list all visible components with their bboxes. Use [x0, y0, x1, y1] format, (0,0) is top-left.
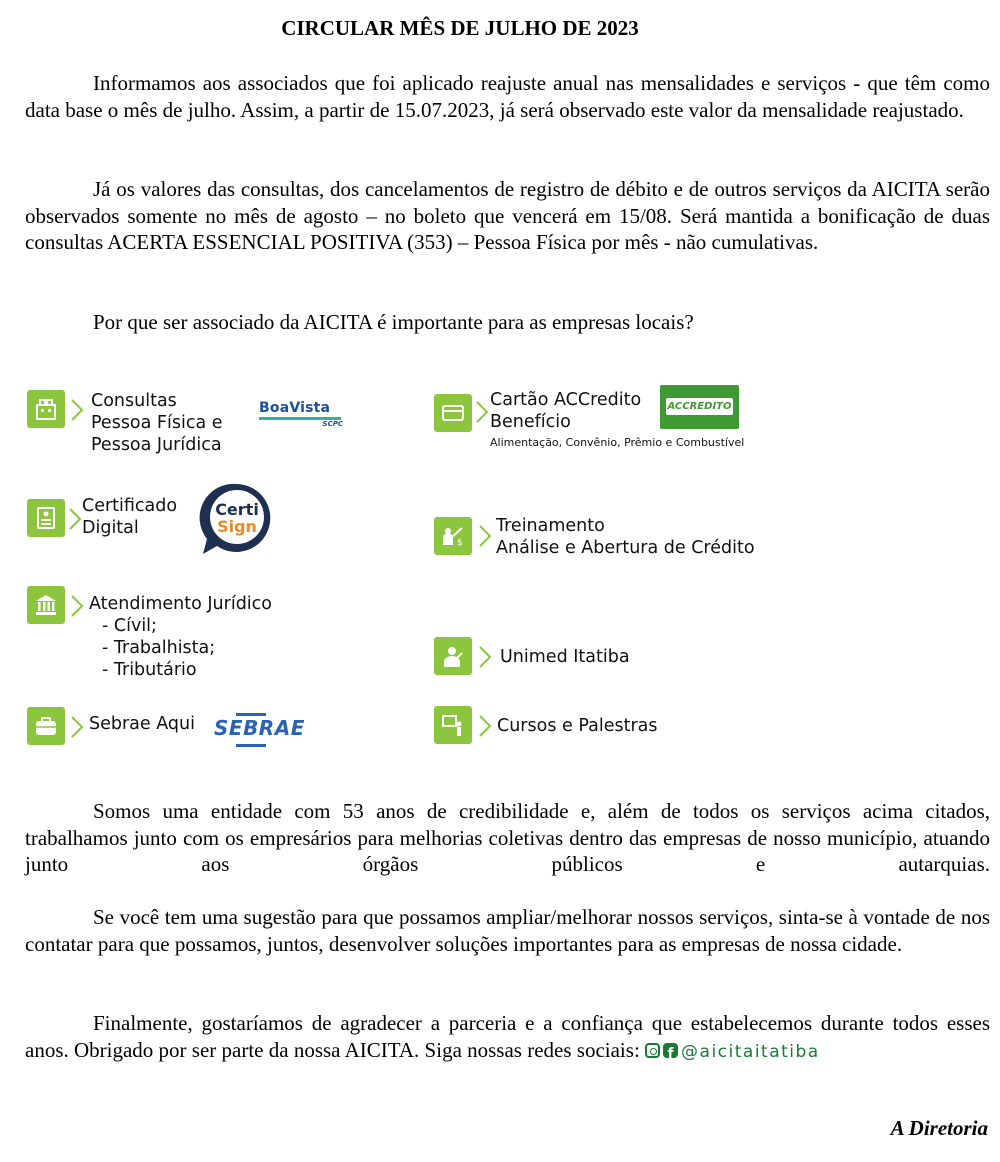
certisign-logo-line1: Certi: [215, 500, 259, 519]
service-unimed-title: Unimed Itatiba: [500, 647, 630, 667]
chevron-right-icon: [68, 507, 82, 531]
document-icon: [27, 499, 65, 537]
presentation-icon: [434, 706, 472, 744]
teacher-icon: [434, 517, 472, 555]
service-sebrae-title: Sebrae Aqui: [89, 714, 195, 734]
social-links[interactable]: [645, 1039, 820, 1066]
certisign-logo: [199, 481, 275, 557]
service-certificado-line2: Digital: [82, 518, 139, 538]
service-cartao-title: Cartão ACCredito: [490, 390, 642, 410]
social-handle[interactable]: @aicitaitatiba: [681, 1041, 820, 1062]
paragraph-consultas: Já os valores das consultas, dos cancelamentos de registro de débito e de outros serviços da AICITA serão observados somente no mês de agosto – no boleto que vencerá em 15/08. Será mantida a bonificação de duas consultas ACERTA ESSENCIAL POSITIVA (353) – Pessoa Física por mês - não cumulativas.: [25, 177, 990, 254]
paragraph-agradecimento-text: Finalmente, gostaríamos de agradecer a parceria e a confiança que estabelecemos durante todos esses anos. Obrigado por ser parte da nossa AICITA. Siga nossas redes sociais:: [25, 1011, 990, 1062]
paragraph-reajuste: Informamos aos associados que foi aplicado reajuste anual nas mensalidades e serviços - que têm como data base o mês de julho. Assim, a partir de 15.07.2023, já será observado este valor da mensalidade reajustado.: [25, 71, 990, 122]
boavista-logo: [259, 400, 343, 430]
service-juridico-trabalhista: - Trabalhista;: [102, 638, 216, 658]
chevron-right-icon: [475, 400, 489, 424]
service-cartao-sub: Alimentação, Convênio, Prêmio e Combustível: [490, 436, 745, 449]
service-juridico-tributario: - Tributário: [102, 660, 197, 680]
instagram-icon[interactable]: [645, 1043, 660, 1058]
paragraph-agradecimento: [25, 1010, 990, 1065]
service-consultas-line2: Pessoa Física e: [91, 413, 223, 433]
service-treinamento-line2: Análise e Abertura de Crédito: [496, 538, 755, 558]
service-cursos-title: Cursos e Palestras: [497, 716, 658, 736]
certisign-logo-line2: Sign: [217, 517, 257, 536]
document-title: CIRCULAR MÊS DE JULHO DE 2023: [281, 16, 639, 40]
paragraph-sugestao: Se você tem uma sugestão para que possamos ampliar/melhorar nossos serviços, sinta-se à vontade de nos contatar para que possamos, juntos, desenvolver soluções importantes para as empresas de nossa cidade.: [25, 905, 990, 956]
signature: A Diretoria: [890, 1116, 988, 1140]
paragraph-question: Por que ser associado da AICITA é importante para as empresas locais?: [93, 310, 694, 334]
chevron-right-icon: [70, 715, 84, 739]
paragraph-credibilidade: Somos uma entidade com 53 anos de credibilidade e, além de todos os serviços acima citados, trabalhamos junto com os empresários para melhorias coletivas dentro das empresas de nosso município, atuando junto aos órgãos públicos e autarquias.: [25, 799, 990, 876]
boavista-logo-sub: SCPC: [322, 420, 343, 428]
chevron-right-icon: [478, 714, 492, 738]
facebook-icon[interactable]: [663, 1043, 678, 1058]
courthouse-icon: [27, 586, 65, 624]
doctor-icon: [434, 637, 472, 675]
service-juridico-civil: - Cívil;: [102, 616, 157, 636]
accredito-logo: [660, 385, 739, 429]
service-juridico-title: Atendimento Jurídico: [89, 594, 272, 614]
service-consultas-line3: Pessoa Jurídica: [91, 435, 222, 455]
boavista-logo-text: BoaVista: [259, 400, 331, 416]
card-icon: [434, 394, 472, 432]
chevron-right-icon: [478, 645, 492, 669]
svg-text:$: $: [457, 538, 463, 548]
building-icon: [27, 390, 65, 428]
service-treinamento-title: Treinamento: [496, 516, 605, 536]
service-cartao-line2: Benefício: [490, 412, 571, 432]
sebrae-logo-text: SEBRAE: [214, 716, 305, 740]
briefcase-icon: [27, 707, 65, 745]
service-consultas-title: Consultas: [91, 391, 177, 411]
chevron-right-icon: [70, 594, 84, 618]
sebrae-logo: [214, 711, 305, 747]
chevron-right-icon: [70, 398, 84, 422]
service-certificado-title: Certificado: [82, 496, 178, 516]
accredito-logo-text: ACCREDITO: [667, 401, 732, 412]
chevron-right-icon: [478, 524, 492, 548]
